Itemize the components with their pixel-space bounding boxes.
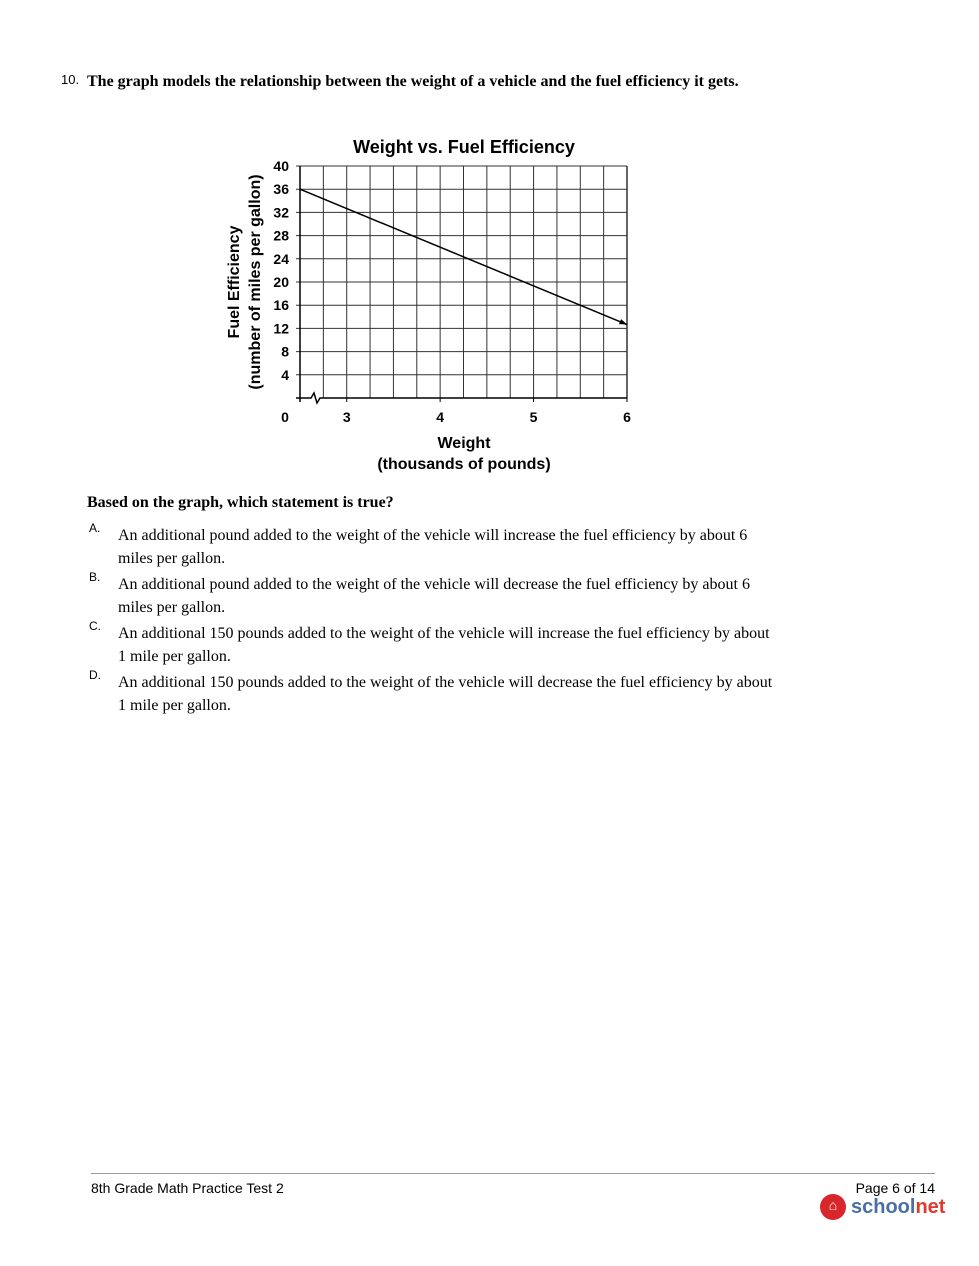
y-tick-label: 8 bbox=[281, 343, 289, 360]
logo-text-net: net bbox=[915, 1195, 946, 1218]
question-prompt: Based on the graph, which statement is true? bbox=[87, 494, 394, 511]
footer-page-number: Page 6 of 14 bbox=[855, 1180, 935, 1196]
x-tick-label: 6 bbox=[623, 409, 631, 425]
option-letter: B. bbox=[89, 570, 101, 584]
chart-title: Weight vs. Fuel Efficiency bbox=[353, 137, 575, 157]
y-tick-label: 32 bbox=[273, 204, 289, 221]
option-text: An additional pound added to the weight of the vehicle will increase the fuel efficiency by about 6 miles per gallon. bbox=[118, 527, 748, 567]
option-text: An additional pound added to the weight of the vehicle will decrease the fuel efficiency by about 6 miles per gallon. bbox=[118, 576, 750, 616]
y-axis-label: Fuel Efficiency bbox=[226, 225, 243, 339]
footer-divider bbox=[91, 1173, 935, 1174]
y-axis-label-units: (number of miles per gallon) bbox=[247, 174, 264, 390]
x-axis-label: Weight bbox=[437, 435, 491, 452]
x-axis-with-break bbox=[296, 393, 627, 403]
logo-text-school: school bbox=[851, 1195, 916, 1218]
y-tick-label: 12 bbox=[273, 320, 289, 337]
y-tick-label: 36 bbox=[273, 181, 289, 198]
schoolnet-logo bbox=[820, 1194, 945, 1220]
y-tick-label: 20 bbox=[273, 274, 289, 290]
x-tick-label: 4 bbox=[436, 409, 445, 425]
footer-test-title: 8th Grade Math Practice Test 2 bbox=[91, 1180, 284, 1196]
option-c[interactable] bbox=[87, 619, 777, 668]
y-tick-label: 4 bbox=[281, 366, 289, 383]
option-letter: A. bbox=[89, 521, 101, 535]
y-tick-label: 24 bbox=[273, 250, 289, 267]
y-tick-label: 40 bbox=[273, 158, 289, 174]
x-tick-label: 3 bbox=[342, 409, 351, 425]
option-d[interactable] bbox=[87, 668, 777, 717]
question-number: 10. bbox=[61, 72, 80, 87]
option-b[interactable] bbox=[87, 570, 777, 619]
option-letter: D. bbox=[89, 668, 101, 682]
x-origin-label: 0 bbox=[281, 409, 289, 425]
option-text: An additional 150 pounds added to the weight of the vehicle will decrease the fuel efficiency by about 1 mile per gallon. bbox=[118, 674, 773, 714]
y-tick-label: 28 bbox=[273, 227, 289, 244]
option-a[interactable] bbox=[87, 521, 777, 570]
option-letter: C. bbox=[89, 619, 101, 633]
x-axis-label-units: (thousands of pounds) bbox=[377, 456, 551, 473]
option-text: An additional 150 pounds added to the weight of the vehicle will increase the fuel efficiency by about 1 mile per gallon. bbox=[118, 625, 770, 665]
arrow-head bbox=[619, 319, 627, 324]
house-icon: ⌂ bbox=[820, 1194, 846, 1220]
weight-fuel-chart bbox=[0, 0, 979, 480]
question-text: The graph models the relationship between the weight of a vehicle and the fuel efficiency it gets. bbox=[87, 73, 739, 90]
x-tick-label: 5 bbox=[529, 409, 538, 425]
y-tick-label: 16 bbox=[273, 297, 289, 314]
